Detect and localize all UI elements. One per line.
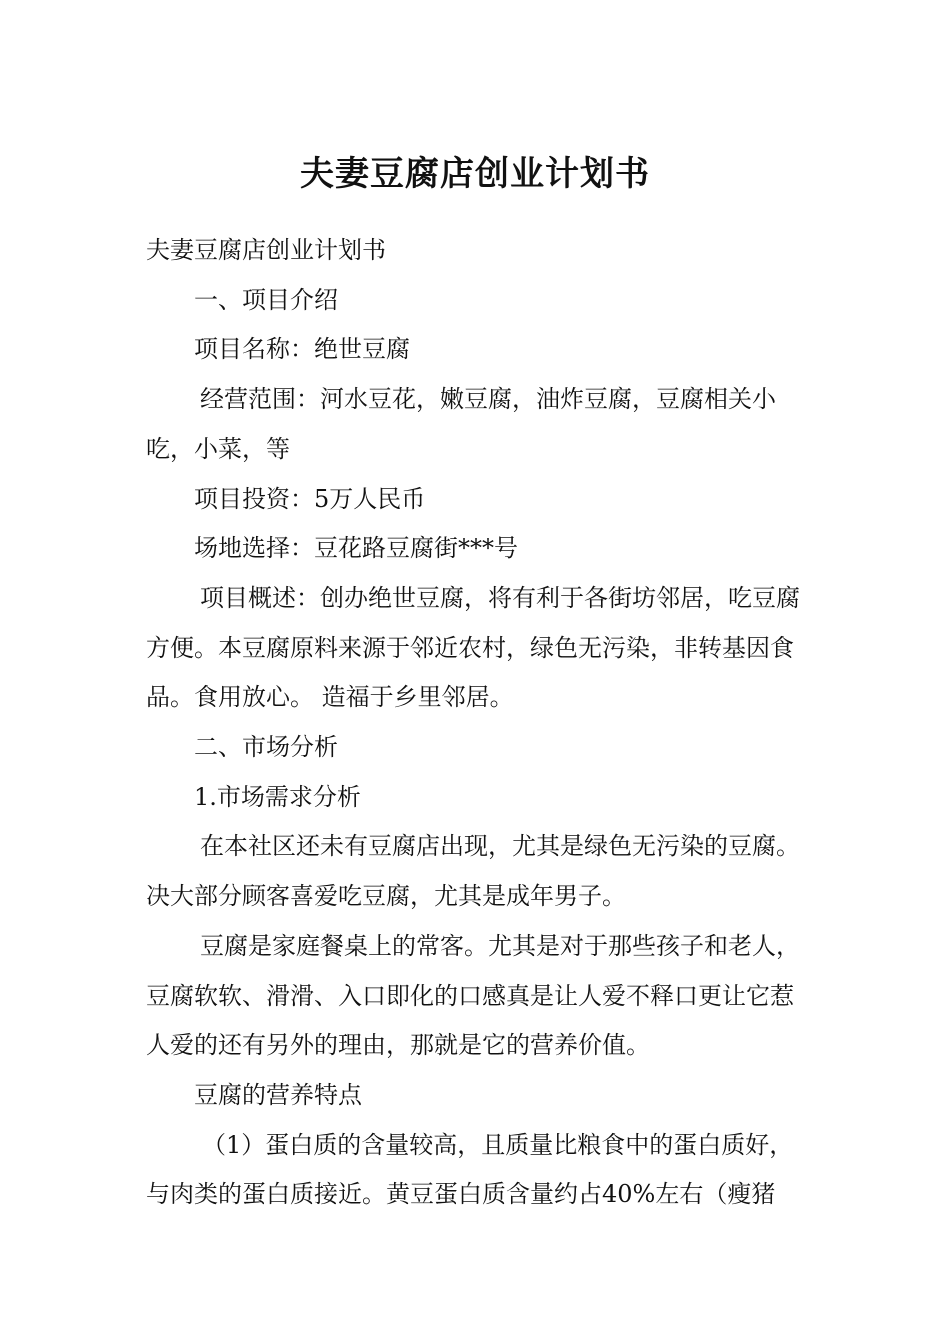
document-body: [146, 226, 810, 1220]
paragraph-overview: 项目概述：创办绝世豆腐，将有利于各街坊邻居，吃豆腐方便。本豆腐原料来源于邻近农村，绿色无污染，非转基因食品。食用放心。 造福于乡里邻居。: [146, 583, 800, 712]
paragraph-demand: 在本社区还未有豆腐店出现，尤其是绿色无污染的豆腐。决大部分顾客喜爱吃豆腐，尤其是成年男子。: [146, 832, 800, 911]
paragraph-project-name: 项目名称：绝世豆腐: [194, 335, 410, 364]
paragraph-protein: （1）蛋白质的含量较高，且质量比粮食中的蛋白质好，与肉类的蛋白质接近。黄豆蛋白质含量约占40%左右（瘦猪: [146, 1130, 794, 1209]
heading-demand-analysis: 1.市场需求分析: [194, 782, 361, 811]
paragraph-household: 豆腐是家庭餐桌上的常客。尤其是对于那些孩子和老人，豆腐软软、滑滑、入口即化的口感真是让人爱不释口更让它惹人爱的还有另外的理由，那就是它的营养价值。: [146, 931, 800, 1060]
paragraph-location: 场地选择：豆花路豆腐街***号: [194, 534, 518, 563]
paragraph-investment: 项目投资：5万人民币: [194, 484, 426, 513]
heading-project-intro: 一、项目介绍: [194, 285, 338, 314]
heading-market-analysis: 二、市场分析: [194, 733, 338, 762]
paragraph-business-scope: 经营范围：河水豆花，嫩豆腐，油炸豆腐，豆腐相关小吃，小菜，等: [146, 385, 776, 463]
document-title: 夫妻豆腐店创业计划书: [300, 153, 650, 194]
paragraph-subtitle: 夫妻豆腐店创业计划书: [146, 236, 386, 264]
heading-nutrition: 豆腐的营养特点: [194, 1080, 362, 1109]
